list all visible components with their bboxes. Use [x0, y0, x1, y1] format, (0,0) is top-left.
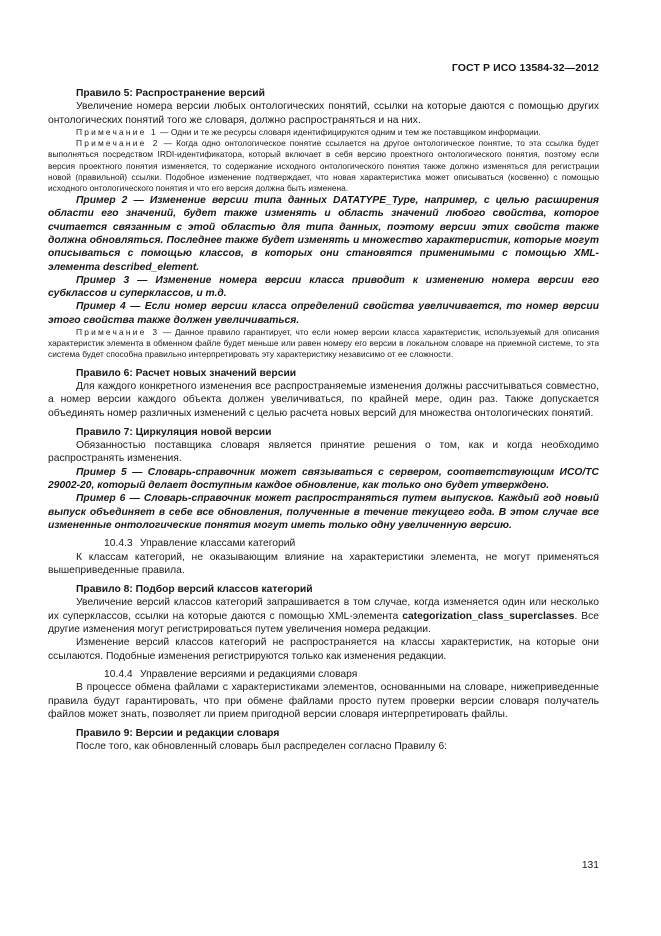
note-2: [48, 138, 599, 194]
note-2-label: Примечание 2: [76, 138, 160, 149]
section-10-4-3-heading: [48, 537, 599, 550]
rule-9-title: Правило 9: Версии и редакции словаря: [76, 728, 280, 740]
rule-9-text: После того, как обновленный словарь был распределен согласно Правилу 6:: [76, 741, 448, 753]
example-4: Пример 4 — Если номер версии класса определений свойства увеличивается, то номер версии этого свойства также должен увеличиваться.: [48, 301, 599, 326]
note-1: [48, 127, 599, 138]
section-10-4-4-title: Управление версиями и редакциями словаря: [140, 668, 358, 680]
note-2-text: — Когда одно онтологическое понятие ссылается на другое онтологическое понятие, то эта ссылка будет выполняться посредством IRDI-идентификатора, который включает в себя версию проектного онтологического понятия, поэтому если версия проектного понятия изменяется, то содержание исходного онтологического понятия также должно изменяться для регистрации новой (правильной) ссылки. Подобное изменение подтверждает, что новая характеристика может описываться (косвенно) с помощью исходного онтологического понятия и что его версия должна быть изменена.: [48, 138, 599, 193]
example-6: Пример 6 — Словарь-справочник может распространяться путем выпусков. Каждый год новый выпуск объединяет в себе все обновления, полученные в течение текущего года. В этом случае все измененные онтологические понятия могут иметь только одну увеличенную версию.: [48, 493, 599, 531]
section-10-4-3-title: Управление классами категорий: [140, 538, 296, 550]
example-3: Пример 3 — Изменение номера версии класса приводит к изменению номера версии его субклассов и суперклассов, и т.д.: [48, 274, 599, 300]
rule-8-xml-element: categorization_class_superclasses: [402, 610, 575, 622]
rule-7-text: Обязанностью поставщика словаря является принятие решения о том, как и когда необходимо распространять изменения.: [48, 440, 599, 465]
rule-8-text-b: . Все другие изменения могут регистрироваться путем увеличения номера редакции.: [48, 610, 600, 636]
rule-8-text: [48, 596, 599, 636]
section-10-4-3-number: 10.4.3: [104, 538, 133, 550]
example-2: Пример 2 — Изменение версии типа данных DATATYPE_Type, например, с целью расширения области его значений, будет также изменять и область значений любого свойства, которое считается связанным с этой областью для типа данных, поэтому версии этих свойств также должна обновляться. Последнее также будет изменять и множество характеристик, которые могут описываться с помощью классов, в которых они становятся применимыми с помощью XML-элемента described_element.: [48, 195, 599, 273]
rule-8-title: Правило 8: Подбор версий классов категорий: [76, 584, 313, 596]
rule-6-text: Для каждого конкретного изменения все распространяемые изменения должны рассчитываться совместно, а номер версии каждого объекта должен увеличиваться, по крайней мере, один раз. Также допускается объединять номер различных изменений с целью расчета новых версий для множества онтологических понятий.: [48, 380, 599, 419]
section-10-4-3-text: К классам категорий, не оказывающим влияние на характеристики элемента, не могут применяться вышеприведенные правила.: [48, 551, 599, 576]
section-10-4-4-heading: [48, 668, 599, 681]
page-number: 131: [581, 860, 599, 871]
rule-8-text-a: Увеличение версий классов категорий запрашивается в том случае, когда изменяется один или несколько их суперклассов, ссылки на которые даются с помощью XML-элемента: [48, 597, 599, 622]
example-5: Пример 5 — Словарь-справочник может связываться с сервером, соответствующим ИСО/ТС 29002-20, который делает доступным каждое обновление, как только оно будет утверждено.: [48, 466, 599, 492]
document-body: [48, 87, 599, 754]
note-3-text: — Данное правило гарантирует, что если номер версии класса характеристик, используемый для описания характеристик элемента в обменном файле будет меньше или равен номеру его версии в локальном словаре на приемной системе, то эта система будет способна правильно интерпретировать эту характеристику независимо от ее сложности.: [48, 327, 599, 360]
rule-5-text: Увеличение номера версии любых онтологических понятий, ссылки на которые даются с помощью других онтологических понятий того же словаря, должно распространяться и на них.: [48, 101, 599, 126]
rule-8-text-2: Изменение версий классов категорий не распространяется на классы характеристик, на которые они ссылаются. Подобные изменения регистрируются только как изменения редакции.: [48, 637, 599, 662]
note-1-text: — Одни и те же ресурсы словаря идентифицируются одним и тем же поставщиком информации.: [157, 126, 541, 137]
note-1-label: Примечание 1: [76, 126, 158, 137]
standard-header: ГОСТ Р ИСО 13584-32—2012: [451, 62, 599, 74]
rule-6-title: Правило 6: Расчет новых значений версии: [76, 367, 297, 379]
note-3: [48, 327, 599, 361]
section-10-4-4-number: 10.4.4: [104, 668, 133, 680]
section-10-4-4-text: В процессе обмена файлами с характеристиками элементов, основанными на словаре, нижеприведенные правила будут гарантировать, что при обмене файлами просто путем проверки версии словаря получатель файлов может знать, позволяет ли прием пригодной версии словаря интерпретировать файлы.: [48, 682, 599, 720]
note-3-label: Примечание 3: [76, 327, 160, 338]
rule-5-title: Правило 5: Распространение версий: [76, 88, 265, 99]
rule-7-title: Правило 7: Циркуляция новой версии: [76, 426, 272, 438]
